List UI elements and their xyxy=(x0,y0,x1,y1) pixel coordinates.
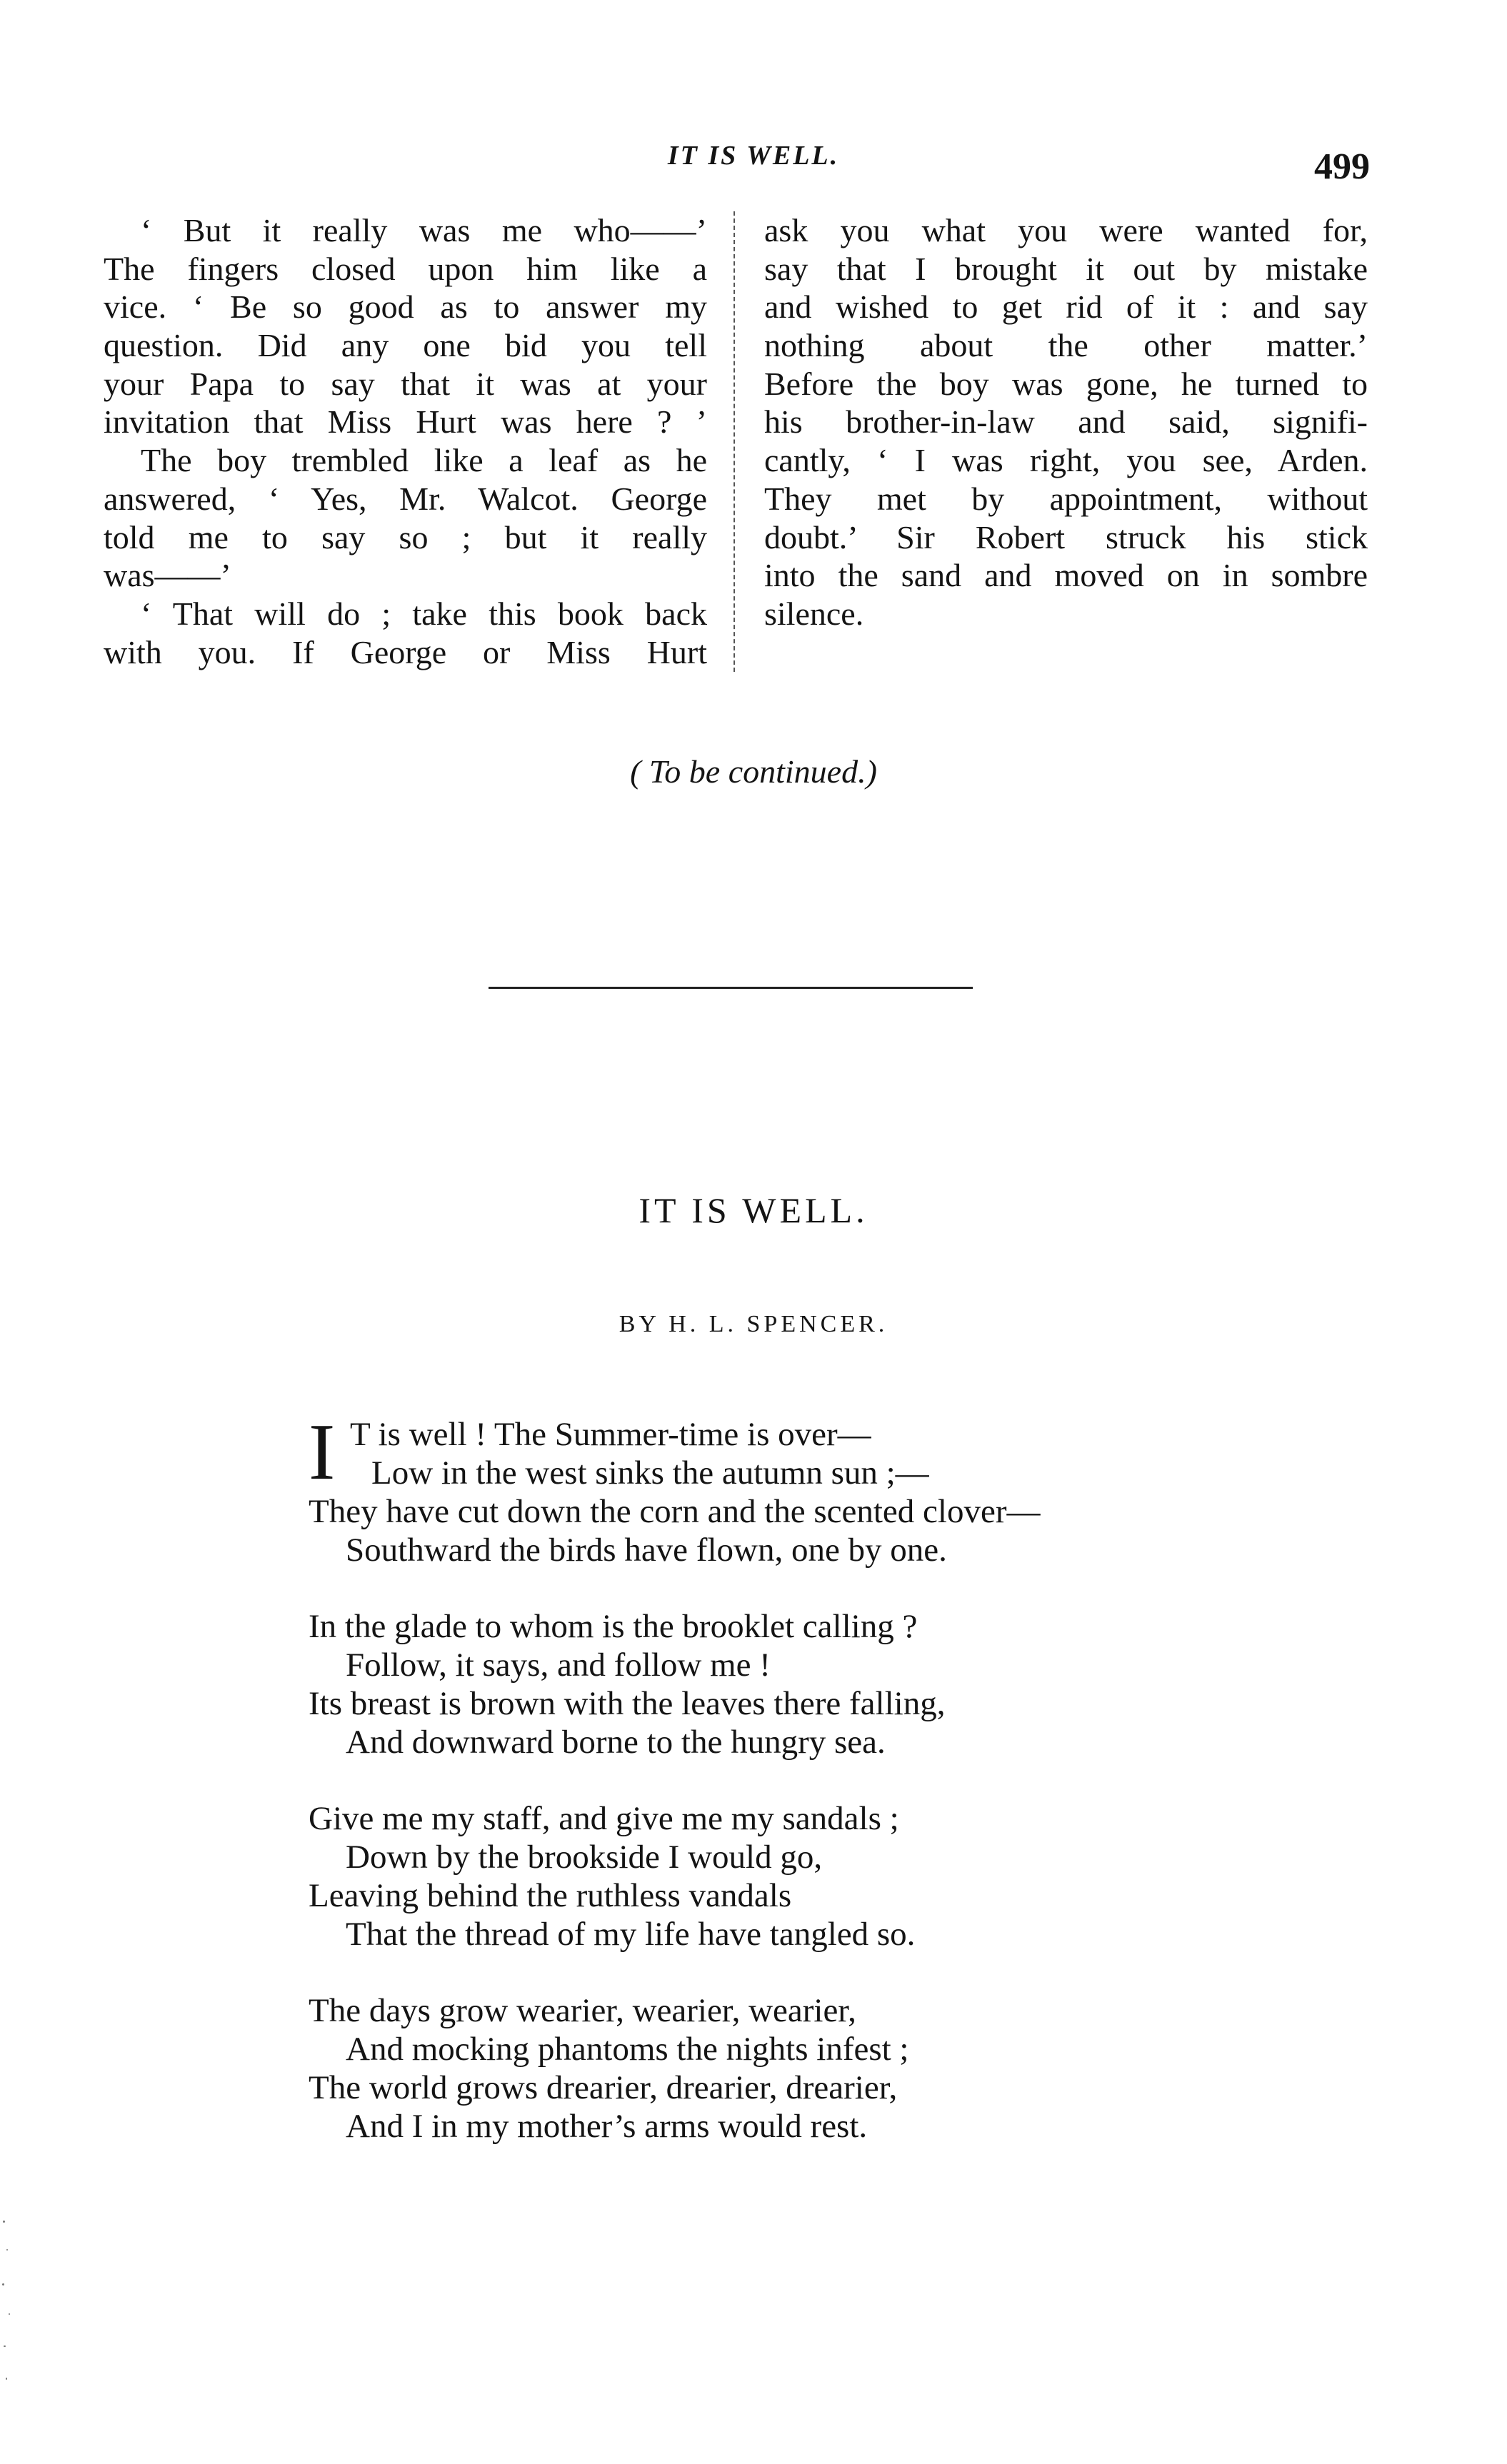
poem-line: And downward borne to the hungry sea. xyxy=(346,1724,886,1761)
speck xyxy=(4,2345,6,2347)
poem-line: In the glade to whom is the brooklet calling ? xyxy=(309,1608,918,1645)
left-column-line: with you. If George or Miss Hurt xyxy=(104,633,707,670)
left-column-line: vice. ‘ Be so good as to answer my xyxy=(104,288,707,326)
right-column-line: into the sand and moved on in sombre xyxy=(764,557,1368,594)
left-column-line: your Papa to say that it was at your xyxy=(104,365,707,402)
left-column-line: invitation that Miss Hurt was here ? ’ xyxy=(104,403,707,441)
poem-line: Low in the west sinks the autumn sun ;— xyxy=(371,1454,929,1492)
continuation-note: ( To be continued.) xyxy=(630,753,877,790)
poem-stanza xyxy=(309,1991,1237,2146)
poem-line: And I in my mother’s arms would rest. xyxy=(346,2108,868,2145)
left-column xyxy=(104,211,707,671)
column-divider xyxy=(734,211,735,672)
speck xyxy=(6,2378,7,2380)
right-column xyxy=(764,211,1368,633)
poem-title: IT IS WELL. xyxy=(639,1190,868,1230)
running-head: IT IS WELL. xyxy=(667,141,840,171)
right-column-line: nothing about the other matter.’ xyxy=(764,327,1368,364)
poem-line: Down by the brookside I would go, xyxy=(346,1839,823,1876)
left-column-line: ‘ That will do ; take this book back xyxy=(141,595,707,632)
left-column-line: The fingers closed upon him like a xyxy=(104,250,707,287)
right-column-line: cantly, ‘ I was right, you see, Arden. xyxy=(764,442,1368,479)
right-column-line: Before the boy was gone, he turned to xyxy=(764,365,1368,402)
right-column-line: They met by appointment, without xyxy=(764,480,1368,517)
page-number: 499 xyxy=(1314,146,1370,187)
left-column-line: was——’ xyxy=(104,557,231,594)
poem-line: Southward the birds have flown, one by one. xyxy=(346,1532,947,1569)
right-column-line: his brother-in-law and said, signifi- xyxy=(764,403,1368,441)
left-column-line: told me to say so ; but it really xyxy=(104,518,707,555)
poem-line: T is well ! The Summer-time is over— xyxy=(350,1416,871,1453)
poem-line: The days grow wearier, wearier, wearier, xyxy=(309,1992,856,2029)
poem-line: Its breast is brown with the leaves there falling, xyxy=(309,1685,946,1722)
left-column-line: answered, ‘ Yes, Mr. Walcot. George xyxy=(104,480,707,517)
page-edge-specks xyxy=(0,2199,21,2456)
drop-cap: I xyxy=(309,1408,336,1497)
poem-line: They have cut down the corn and the scented clover— xyxy=(309,1493,1041,1530)
right-column-line: ask you what you were wanted for, xyxy=(764,212,1368,248)
poem-body xyxy=(309,1408,1237,2183)
left-column-line: ‘ But it really was me who——’ xyxy=(141,212,707,248)
right-column-line: doubt.’ Sir Robert struck his stick xyxy=(764,518,1368,555)
right-column-line: silence. xyxy=(764,595,864,632)
speck xyxy=(6,2249,8,2251)
poem-line: Give me my staff, and give me my sandals ; xyxy=(309,1800,899,1837)
speck xyxy=(2,2283,4,2286)
poem-line: Follow, it says, and follow me ! xyxy=(346,1646,771,1684)
poem-line: And mocking phantoms the nights infest ; xyxy=(346,2031,909,2068)
poem-byline: BY H. L. SPENCER. xyxy=(619,1311,888,1337)
poem-stanza xyxy=(309,1408,1237,1569)
poem-line: That the thread of my life have tangled so. xyxy=(346,1916,916,1953)
poem-line: The world grows drearier, drearier, drearier, xyxy=(309,2069,898,2106)
speck xyxy=(9,2313,10,2315)
speck xyxy=(3,2221,5,2223)
right-column-line: and wished to get rid of it : and say xyxy=(764,288,1368,326)
poem-stanza xyxy=(309,1607,1237,1761)
right-column-line: say that I brought it out by mistake xyxy=(764,250,1368,287)
left-column-line: question. Did any one bid you tell xyxy=(104,327,707,364)
section-rule xyxy=(489,987,973,989)
poem-stanza xyxy=(309,1799,1237,1953)
poem-line: Leaving behind the ruthless vandals xyxy=(309,1877,792,1914)
left-column-line: The boy trembled like a leaf as he xyxy=(141,442,707,479)
